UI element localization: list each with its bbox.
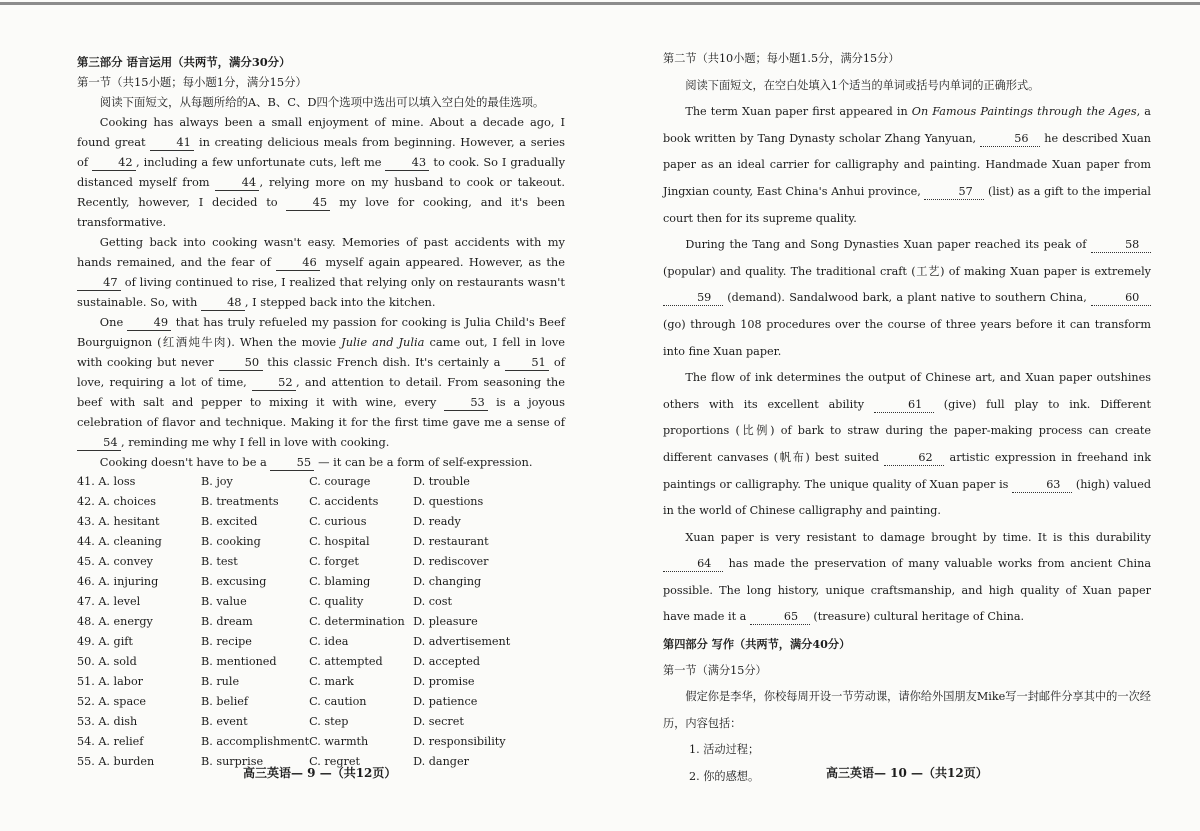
left-page [77,52,565,772]
option-d: D. cost [413,595,452,608]
option-c: C. attempted [309,655,383,668]
option-d: D. patience [413,695,478,708]
option-c: C. blaming [309,575,371,588]
option-d: D. accepted [413,655,481,668]
footer-right: 高三英语— 10 —（共12页） [826,766,988,780]
part4-section-title: 第一节（满分15分） [663,663,767,677]
option-row [77,572,563,592]
option-d: D. ready [413,515,461,528]
option-c: C. warmth [309,735,369,748]
option-d: D. restaurant [413,535,489,548]
blank-64: 64 [663,556,723,572]
option-b: B. mentioned [201,655,277,668]
option-b: B. value [201,595,247,608]
question-option-a: 47. A. level [77,595,141,608]
question-option-a: 41. A. loss [77,475,136,488]
blank-53: 53 [444,395,488,411]
movie-title: Julie and Julia [341,335,425,349]
option-b: B. dream [201,615,253,628]
option-d: D. pleasure [413,615,478,628]
blank-47: 47 [77,275,121,291]
option-row [77,692,563,712]
question-option-a: 46. A. injuring [77,575,159,588]
option-d: D. responsibility [413,735,506,748]
option-c: C. quality [309,595,364,608]
option-c: C. step [309,715,349,728]
blank-41: 41 [150,135,194,151]
question-option-a: 54. A. relief [77,735,144,748]
xuan-paragraph-3: The flow of ink determines the output of Chinese art, and Xuan paper outshines others with its excellent ability 61 (give) full play to ink. Different proportions (比例) of bark to straw during the paper-making process can create different canvases (帆布) best suited 62 artistic expression in freehand ink paintings or calligraphy. The unique quality of Xuan paper is 63 (high) valued in the world of Chinese calligraphy and painting. [663,371,1151,518]
blank-50: 50 [219,355,263,371]
option-b: B. surprise [201,755,264,768]
blank-57: 57 [924,184,984,200]
question-option-a: 45. A. convey [77,555,154,568]
option-row [77,652,563,672]
blank-45: 45 [286,195,330,211]
passage-paragraph-1: Cooking has always been a small enjoyment of mine. About a decade ago, I found great 41 in creating delicious meals from beginning. However, a series of 42 , including a few unfortunate cuts, left me 43 to cook. So I gradually distanced myself from 44 , relying more on my husband to cook or takeout. Recently, however, I decided to 45 my love for cooking, and it's been transformative. [77,115,566,229]
book-title: On Famous Paintings through the Ages [911,105,1137,119]
xuan-paragraph-2: During the Tang and Song Dynasties Xuan paper reached its peak of 58 (popular) and quality. The traditional craft (工艺) of making Xuan paper is extremely 59 (demand). Sandalwood bark, a plant native to southern China, 60 (go) through 108 procedures over the course of three years before it can transform into fine Xuan paper. [663,238,1151,358]
blank-46: 46 [276,255,320,271]
blank-48: 48 [201,295,245,311]
blank-56: 56 [980,131,1040,147]
option-row [77,552,563,572]
options-table [77,472,563,772]
option-b: B. test [201,555,238,568]
option-b: B. belief [201,695,249,708]
option-d: D. advertisement [413,635,511,648]
option-row [77,612,563,632]
blank-65: 65 [750,609,810,625]
question-option-a: 53. A. dish [77,715,138,728]
question-option-a: 48. A. energy [77,615,153,628]
blank-54: 54 [77,435,121,451]
blank-42: 42 [92,155,136,171]
option-b: B. excited [201,515,258,528]
option-c: C. caution [309,695,367,708]
writing-item-2: 2. 你的感想。 [689,770,760,784]
option-c: C. hospital [309,535,370,548]
option-b: B. joy [201,475,233,488]
option-d: D. rediscover [413,555,489,568]
blank-44: 44 [215,175,259,191]
blank-49: 49 [127,315,171,331]
instruction-text-2: 阅读下面短文，在空白处填入1个适当的单词或括号内单词的正确形式。 [685,78,1040,92]
option-b: B. event [201,715,248,728]
option-c: C. curious [309,515,367,528]
blank-52: 52 [252,375,296,391]
passage-paragraph-3: One 49 that has truly refueled my passion for cooking is Julia Child's Beef Bourguignon (红酒炖牛肉). When the movie Julie and Julia came out, I fell in love with cooking but never 50 this classic French dish. It's certainly a 51 of love, requiring a lot of time, 52 , and attention to detail. From seasoning the beef with salt and pepper to mixing it with wine, every 53 is a joyous celebration of flavor and technique. Making it for the first time gave me a sense of 54 , reminding me why I fell in love with cooking. [77,315,566,449]
question-option-a: 51. A. labor [77,675,144,688]
option-d: D. promise [413,675,475,688]
blank-43: 43 [385,155,429,171]
question-option-a: 44. A. cleaning [77,535,162,548]
option-d: D. secret [413,715,464,728]
question-option-a: 43. A. hesitant [77,515,160,528]
section2-title: 第二节（共10小题；每小题1.5分，满分15分） [663,52,900,65]
xuan-paragraph-1: The term Xuan paper first appeared in On Famous Paintings through the Ages, a book written by Tang Dynasty scholar Zhang Yanyuan, 56 he described Xuan paper as an ideal carrier for calligraphy and painting. Handmade Xuan paper from Jingxian county, East China's Anhui province, 57 (list) as a gift to the imperial court then for its supreme quality. [663,105,1152,225]
option-d: D. trouble [413,475,470,488]
option-d: D. danger [413,755,469,768]
question-option-a: 49. A. gift [77,635,133,648]
option-c: C. idea [309,635,349,648]
option-row [77,532,563,552]
section1-title: 第一节（共15小题；每小题1分，满分15分） [77,75,307,89]
option-b: B. accomplishment [201,735,310,748]
blank-61: 61 [874,397,934,413]
option-c: C. determination [309,615,405,628]
option-c: C. regret [309,755,360,768]
question-option-a: 42. A. choices [77,495,156,508]
right-page [663,52,1151,791]
option-row [77,592,563,612]
option-c: C. mark [309,675,354,688]
blank-58: 58 [1091,237,1151,253]
part3-title: 第三部分 语言运用（共两节，满分30分） [77,55,291,69]
question-option-a: 52. A. space [77,695,146,708]
question-option-a: 55. A. burden [77,755,155,768]
blank-59: 59 [663,290,723,306]
option-d: D. changing [413,575,482,588]
blank-51: 51 [505,355,549,371]
option-row [77,732,563,752]
option-b: B. cooking [201,535,261,548]
option-b: B. treatments [201,495,279,508]
option-row [77,632,563,652]
option-row [77,672,563,692]
passage-paragraph-4: Cooking doesn't have to be a 55 — it can be a form of self-expression. [99,455,533,469]
option-c: C. forget [309,555,359,568]
option-c: C. courage [309,475,371,488]
instruction-text: 阅读下面短文，从每题所给的A、B、C、D四个选项中选出可以填入空白处的最佳选项。 [99,95,545,109]
blank-63: 63 [1012,477,1072,493]
blank-55: 55 [270,455,314,471]
option-row [77,512,563,532]
scan-edge-line [0,2,1200,5]
footer-left: 高三英语— 9 —（共12页） [243,766,397,780]
option-row [77,472,563,492]
question-option-a: 50. A. sold [77,655,137,668]
writing-item-1: 1. 活动过程； [689,743,760,757]
option-b: B. rule [201,675,240,688]
blank-62: 62 [884,450,944,466]
option-c: C. accidents [309,495,379,508]
blank-60: 60 [1091,290,1151,306]
xuan-paragraph-4: Xuan paper is very resistant to damage brought by time. It is this durability 64 has made the preservation of many valuable works from ancient China possible. The long history, unique craftsmanship, and high quality of Xuan paper have made it a 65 (treasure) cultural heritage of China. [663,530,1151,624]
option-b: B. recipe [201,635,252,648]
writing-prompt: 假定你是李华，你校每周开设一节劳动课，请你给外国朋友Mike写一封邮件分享其中的一次经历，内容包括： [663,690,1151,730]
option-row [77,492,563,512]
passage-paragraph-2: Getting back into cooking wasn't easy. Memories of past accidents with my hands remained, and the fear of 46 myself again appeared. However, as the 47 of living continued to rise, I realized that relying only on restaurants wasn't sustainable. So, with 48 , I stepped back into the kitchen. [77,235,565,309]
option-row [77,712,563,732]
option-b: B. excusing [201,575,267,588]
part4-title: 第四部分 写作（共两节，满分40分） [663,637,851,652]
option-d: D. questions [413,495,484,508]
